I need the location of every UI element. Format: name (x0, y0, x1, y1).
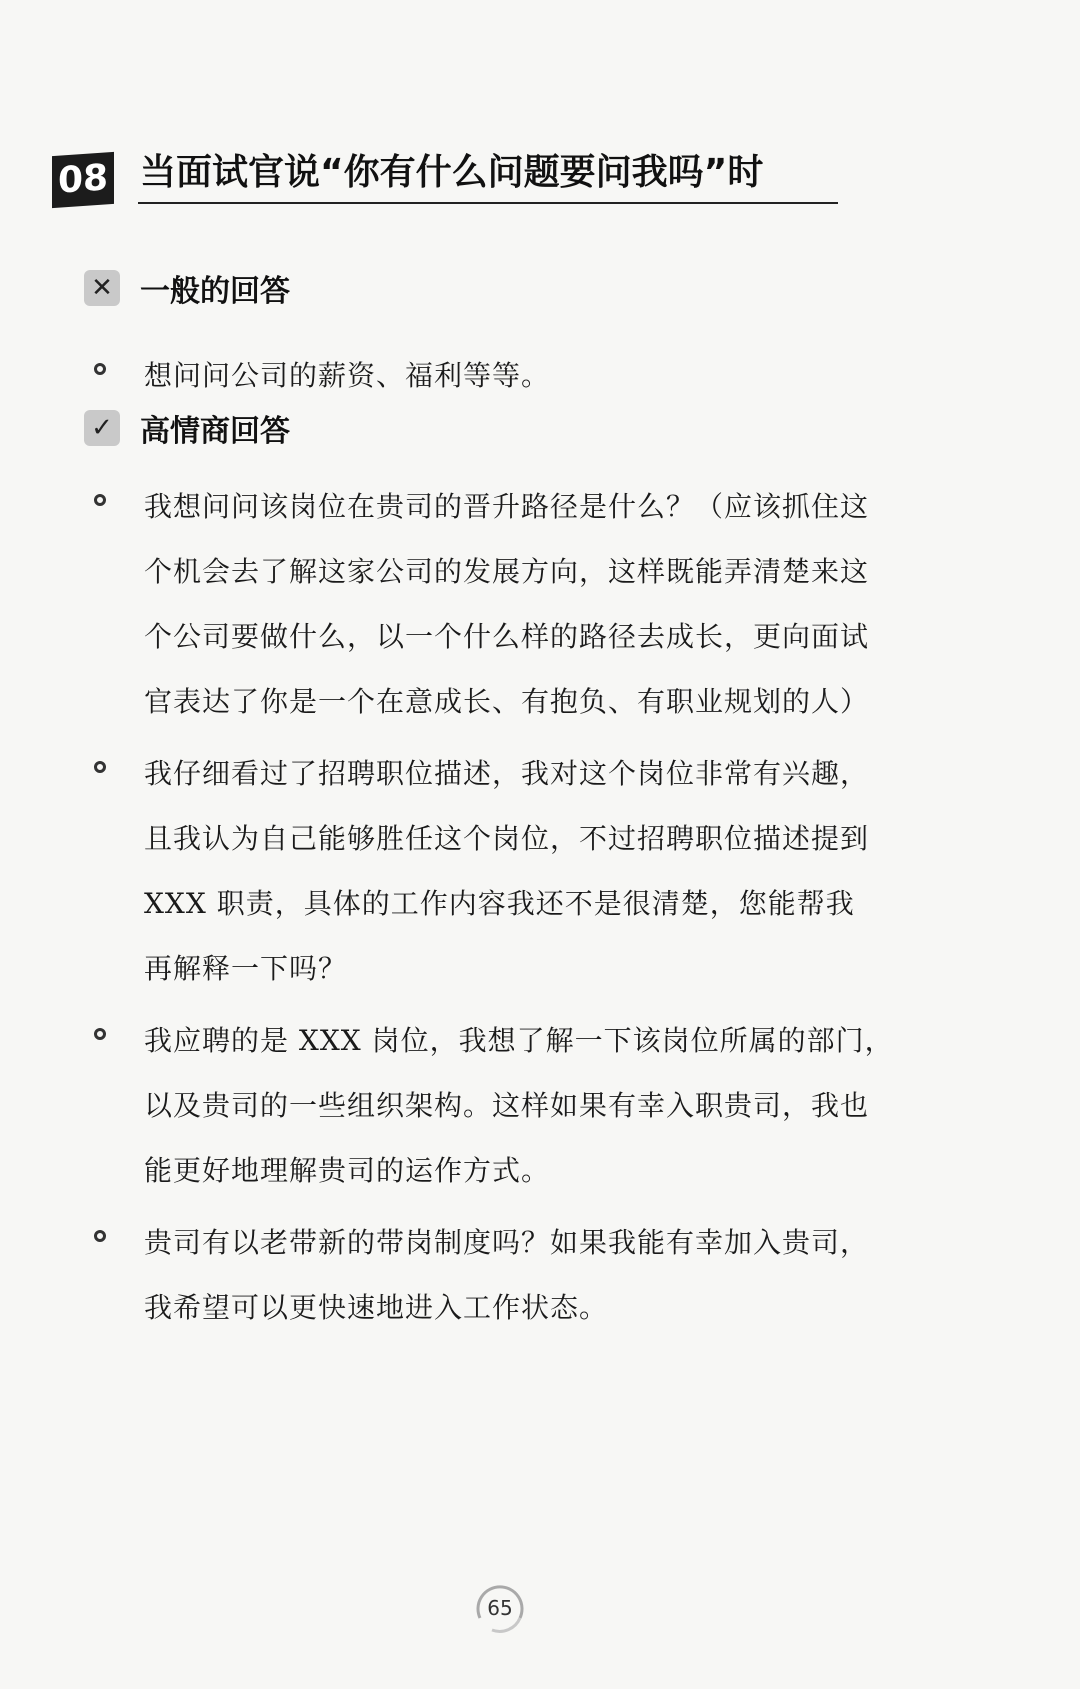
list-item-common-1 (94, 343, 974, 408)
list-item-text: 我应聘的是 XXX 岗位，我想了解一下该岗位所属的部门， 以及贵司的一些组织架构。这样如果有幸入职贵司，我也 能更好地理解贵司的运作方式。 (144, 1024, 894, 1187)
common-answer-heading (84, 268, 290, 308)
bullet-icon (94, 761, 106, 773)
title-underline (138, 202, 838, 204)
list-item-text: 想问问公司的薪资、福利等等。 (144, 359, 551, 392)
page-number (470, 1578, 530, 1638)
page-title: 当面试官说“你有什么问题要问我吗”时 (140, 152, 764, 193)
list-item-high-eq-3 (94, 1008, 974, 1203)
list-item-text: 我想问问该岗位在贵司的晋升路径是什么？（应该抓住这 个机会去了解这家公司的发展方向，这样既能弄清楚来这 个公司要做什么，以一个什么样的路径去成长，更向面试 官表达了你是一个在意成长、有抱负、有职业规划的人） (144, 490, 870, 718)
high-eq-answer-heading (84, 408, 290, 448)
list-item-high-eq-4 (94, 1210, 974, 1340)
page-number-text: 65 (487, 1596, 513, 1620)
bullet-icon (94, 494, 106, 506)
list-item-high-eq-1 (94, 474, 974, 734)
common-answer-label: 一般的回答 (140, 274, 290, 309)
list-item-text: 我仔细看过了招聘职位描述，我对这个岗位非常有兴趣， 且我认为自己能够胜任这个岗位，不过招聘职位描述提到 XXX 职责，具体的工作内容我还不是很清楚，您能帮我 再解释一下吗？ (144, 757, 870, 985)
list-item-text: 贵司有以老带新的带岗制度吗？如果我能有幸加入贵司， 我希望可以更快速地进入工作状态。 (144, 1226, 870, 1324)
list-item-high-eq-2 (94, 741, 974, 1001)
x-icon: ✕ (84, 270, 120, 306)
chapter-title-row (52, 150, 842, 212)
high-eq-answer-label: 高情商回答 (140, 414, 290, 449)
bullet-icon (94, 1028, 106, 1040)
section-number-badge: 08 (52, 152, 114, 208)
bullet-icon (94, 1230, 106, 1242)
check-icon: ✓ (84, 410, 120, 446)
bullet-icon (94, 363, 106, 375)
